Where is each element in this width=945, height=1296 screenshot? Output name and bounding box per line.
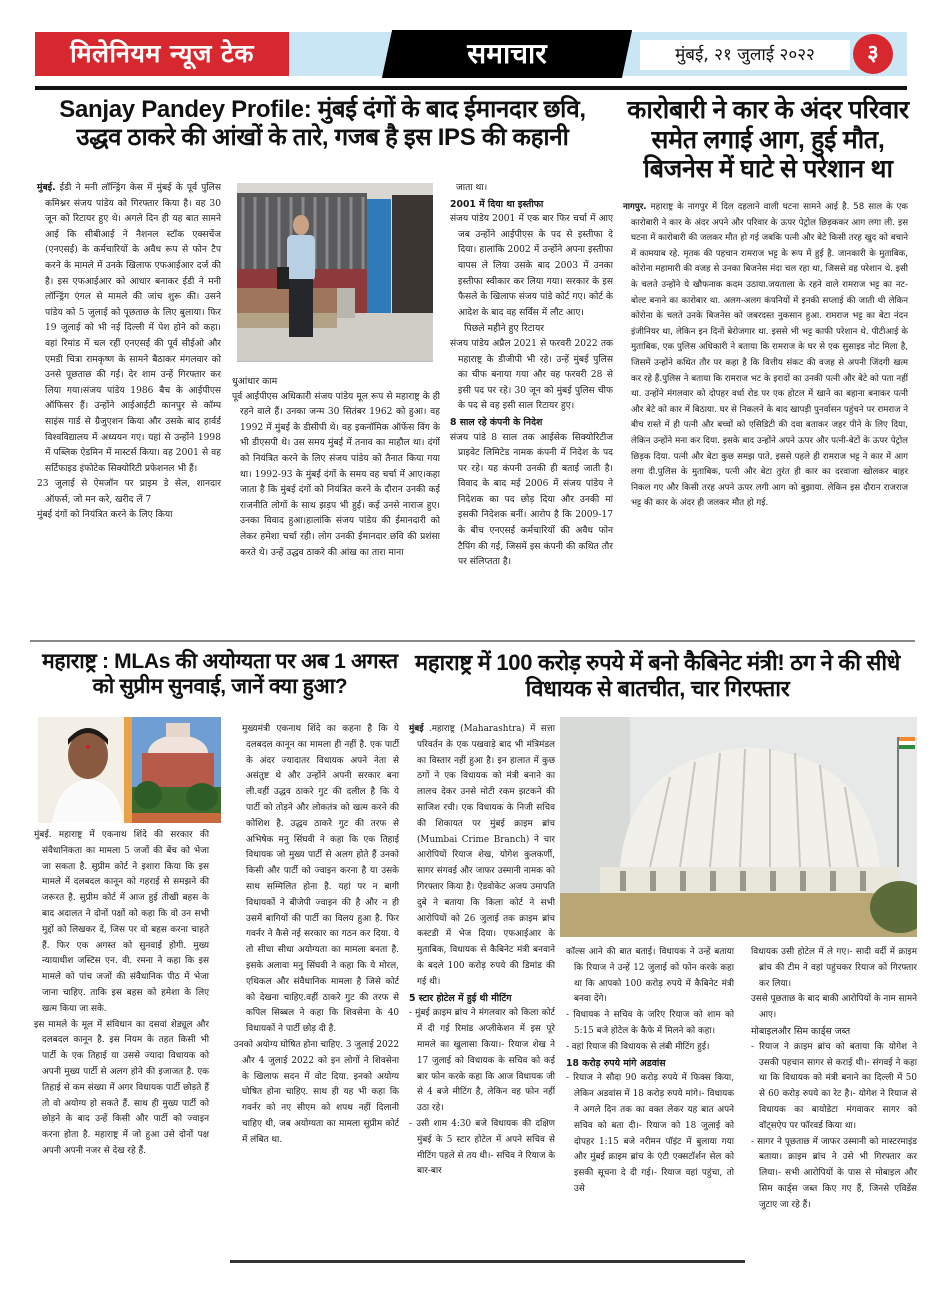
- article-headline-nagpur-fire: कारोबारी ने कार के अंदर परिवार समेत लगाई आग, हुई मौत, बिजनेस में घाटे से परेशान था: [627, 96, 909, 183]
- article1-subhead: 8 साल रहे कंपनी के निदेश: [450, 416, 543, 428]
- photo-vidhan-bhavan: [560, 717, 917, 937]
- article1-subhead: धुआंधार काम: [232, 376, 278, 387]
- masthead-rule: [35, 86, 907, 90]
- article4-subhead: 5 स्टार होटेल में हुई थी मीटिंग: [409, 992, 512, 1004]
- article4-paragraph: कॉल्स आने की बात बताई। विधायक ने उन्हें बताया कि रियाज ने उन्हें 12 जुलाई को फोन करके कहा था कि आपको 100 करोड़ रुपये में कैबिनेट मंत्री बनवा देंगे।: [566, 947, 734, 1005]
- article3-column-1: [34, 828, 209, 1160]
- article1-paragraph: संजय पांडेय अप्रैल 2021 से फरवरी 2022 तक महाराष्ट्र के डीजीपी भी रहे। उन्हें मुंबई पुलिस का चीफ बनाया गया और वह फरवरी 28 से इसी पद पर रहे। 30 जून को मुंबई पुलिस चीफ के पद से वह इसी साल रिटायर हुए।: [450, 338, 613, 412]
- publication-name: मिलेनियम न्यूज टेक: [35, 32, 289, 76]
- article2-paragraph: नागपुर. महाराष्ट्र के नागपुर में दिल दहलाने वाली घटना सामने आई है. 58 साल के एक कारोबारी ने कार के अंदर अपने और परिवार के ऊपर पेट्रोल छिड़ककर आग लगा ली. इस घटना में कारोबारी की जलकर मौत हो गई जबकि पत्नी और बेटे किसी तरह खुद को बचाने में कामयाब रहे. मृतक की पहचान रामराज भट्ट के रूप में हुई है. जानकारी के मुताबिक, कोरोना महामारी की वजह से उनका बिजनेस मंदा चल रहा था, जिससे वह परेशान थे. इसी के चलते उन्होंने ये खौफनाक कदम उठाया.जयताला के रहने वाले रामराज भट्ट का नट-बोल्ट बनाने का कारोबार था. अलग-अलग कंपनियों में इनकी सप्लाई की जाती थी लेकिन कोरोना के चलते उनके बिजनेस को जबरदस्त नुकसान हुआ. रामराज भट्ट का बेटा नंदन इंजीनियर था, लेकिन इन दिनों बेरोजगार था. इससे भी भट्ट काफी परेशान थे. पीटीआई के मुताबिक, एक पुलिस अधिकारी ने बताया कि रामराज के घर से एक सुसाइड नोट मिला है, जिसमें उन्होंने कथित तौर पर कहा है कि वित्तीय संकट की वजह से अपनी जिंदगी खत्म कर रहे हैं.पुलिस ने बताया कि रामराज भट के इरादों का उनकी पत्नी और बेटे को पता नहीं था. उन्होंने मंगलवार को दोपहर वर्धा रोड पर एक होटल में खाने का बहाना बनाकर पत्नी और बेटे को कार में बिठाया. घर से निकलने के बाद खापड़ी पुनर्वासन पहुंचने पर रामराज ने बीच रास्ते में ही पत्नी और बच्चों को एसिडिटी की दवा बताकर जहर पीने के लिए दिया, लेकिन उन्होंने मना कर दिया. इसके बाद उन्होंने अपने ऊपर और पत्नी-बेटों के ऊपर पेट्रोल छिड़क दिया. पत्नी और बेटा कुछ समझ पाते, इससे पहले ही रामराज भट्ट ने कार में आग लगा दी.पुलिस के मुताबिक, पत्नी और बेटा तुरंत ही कार का दरवाजा खोलकर बाहर निकल गए और किसी तरह अपने ऊपर लगी आग को बुझाया. लेकिन इस दौरान राजराज भट्ट की कार के अंदर ही जलकर मौत हो गई.: [623, 202, 909, 509]
- dateline-lead: नागपुर.: [623, 202, 647, 212]
- article1-paragraph: मुंबई. ईडी ने मनी लॉन्ड्रिंग केस में मुंबई के पूर्व पुलिस कमिश्नर संजय पांडेय को गिरफ्तार किया है। वह 30 जून को रिटायर हुए थे। अगले दिन ही यह बात सामने आई कि सीबीआई ने नैशनल स्टॉक एक्सचेंज (एनएसई) के कर्मचारियों के अवैध रूप से फोन टैप करने के मामले में उनके खिलाफ एफआईआर दर्ज की है। इस एफआईआर को आधार बनाकर ईडी ने मनी लॉन्ड्रिंग एंगल से मामले की जांच शुरू की। उसने पांडेय को 5 जुलाई को पूछताछ के लिए बुलाया। फिर 19 जुलाई को भी नई दिल्ली में पेश होने को कहा। वहां रिमांड में चल रहीं एनएसई की पूर्व सीईओ और एमडी चित्रा रामकृष्ण के सामने बैठाकर मंगलवार को उनसे पूछताछ की गई। देर शाम उन्हें गिरफ्तार कर लिया गया।संजय पांडेय 1986 बैच के आईपीएस ऑफिसर हैं। उन्होंने आईआईटी कानपुर से कॉम्प साइंस गार्ड से ग्रैजुएशन किया और उसके बाद हार्वर्ड विश्वविद्यालय में अध्ययन गए। यहां से उन्होंने 1998 में पब्लिक ऐडमिन में मास्टर्स किया। वह 2001 से वह सर्टिफाइड इंफोटेक सिक्योरिटी प्रफेशनल भी हैं।: [37, 183, 221, 474]
- article1-column-2: [232, 374, 440, 561]
- article4-subhead: मोबाइलऔर सिम कार्ड्स जब्त: [751, 1025, 851, 1037]
- photo-image: [38, 717, 221, 823]
- photo-image: [560, 717, 917, 937]
- article1-paragraph: जाता था।: [456, 183, 488, 193]
- article4-paragraph: उससे पूछताछ के बाद बाकी आरोपियों के नाम सामने आए।: [751, 994, 917, 1021]
- dateline: मुंबई, २१ जुलाई २०२२: [640, 40, 850, 70]
- photo-image: [237, 183, 433, 361]
- article3-column-2: [234, 722, 399, 1149]
- article1-related-link[interactable]: 23 जुलाई से ऐमजॉन पर प्राइम डे सेल, शानदार ऑफर्स, जो मन करे, खरीद लें 7: [37, 479, 221, 505]
- article4-bullet: - सागर ने पूछताछ में जाफर उस्मानी को मास्टरमाइंड बताया। क्राइम ब्रांच ने उसे भी गिरफ्तार कर लिया।- सभी आरोपियों के पास से मोबाइल और सिम कार्ड्स जब्त किए गए हैं, जिनसे एविडेंस जुटाए जा रहे हैं।: [751, 1136, 917, 1210]
- article4-paragraph: मुंबई .महाराष्ट्र (Maharashtra) में सत्ता परिवर्तन के एक पखवाड़े बाद भी मंत्रिमंडल का विस्तार नहीं हुआ है। इन हालात में कुछ ठगों ने एक विधायक को मंत्री बनाने का लालच देकर उनसे मोटी रकम झटकने की साजिश रची। एक विधायक के निजी सचिव की शिकायत पर मुंबई क्राइम ब्रांच (Mumbai Crime Branch) ने चार आरोपियों रियाज शेख, योगेश कुलकर्णी, सागर संगवई और जाफर उस्मानी नामक को गिरफ्तार किया है। ऐडवोकेट अजय उमापति दुबे ने बताया कि किला कोर्ट ने सभी आरोपियों को 26 जुलाई तक क्राइम ब्रांच कस्टडी में भेज दिया। एफआईआर के मुताबिक, विधायक से कैबिनेट मंत्री बनवाने के बदले 100 करोड़ रुपये की डिमांड की गई थी।: [409, 724, 555, 987]
- article4-bullet: - वहां रियाज की विधायक से लंबी मीटिंग हुई।: [566, 1041, 710, 1052]
- article1-subhead: पिछले महीने हुए रिटायर: [464, 323, 545, 335]
- article1-paragraph: पूर्व आईपीएस अधिकारी संजय पांडेय मूल रूप से महाराष्ट्र के ही रहने वाले हैं। उनका जन्म 30 सितंबर 1962 को हुआ। वह 1992 में मुंबई के डीसीपी थे। वह इकनॉमिक ऑफेंस विंग के भी डीएसपी थे। उस समय मुंबई में तनाव का माहौल था। दंगों को नियंत्रित करने के लिए संजय पांडेय को तैनात किया गया था। 1992-93 के मुंबई दंगों के समय वह चर्चा में आए।कहा जाता है कि मुंबई दंगों को नियंत्रित करने के दौरान उनकी कई राजनीति लोगों के साथ झड़प भी हुई। कई उनसे नाराज हुए। उनका विवाद हुआ।हालांकि संजय पांडेय की ईमानदारी को लेकर हमेशा चर्चा रही। लोग उनकी ईमानदार छवि की प्रशंसा करते थे। उन्हें उद्धव ठाकरे की आंख का तारा माना: [232, 391, 440, 558]
- article3-paragraph: उनको अयोग्य घोषित होना चाहिए. 3 जुलाई 2022 और 4 जुलाई 2022 को इन लोगों ने शिवसेना के खिलाफ सदन में वोट दिया. इनको अयोग्य घोषित होना चाहिए. साथ ही यह भी कहा कि गवर्नर को नए सीएम को शपथ नहीं दिलानी चाहिए थी, जब अयोग्यता का मामला सुप्रीम कोर्ट में लंबित था.: [234, 1039, 399, 1145]
- article3-paragraph: इस मामले के मूल में संविधान का दसवां शेड्यूल और दलबदल कानून है. इस नियम के तहत किसी भी पार्टी के एक तिहाई या उससे ज्यादा विधायक को अपनी मुख्य पार्टी से अलग होने की इजाजत है. एक तिहाई से कम संख्या में अगर विधायक पार्टी छोड़ते हैं तो वो अयोग्य हो सकते हैं. साथ ही मुख्य पार्टी को छोड़ने के बाद उन्हें किसी और पार्टी को ज्वाइन करना होता है. महाराष्ट्र में जो हुआ उसे दोनों पक्ष अपनी अपनी नजर से देख रहे हैं.: [34, 1019, 209, 1156]
- article4-bullet: - रियाज ने सौदा 90 करोड़ रुपये में फिक्स किया, लेकिन अडवांस में 18 करोड़ रुपये मांगे।- विधायक ने अगले दिन तक का वक्त लेकर यह बात अपने सचिव को बता दी।- रियाज को 18 जुलाई को दोपहर 1:15 बजे नरीमन पॉइंट में बुलाया गया और मुंबई क्राइम ब्रांच के एंटी एक्सटॉर्शन सेल को इसकी सूचना दे दी गई।- रियाज वहां पहुंचा, तो उसे: [566, 1073, 734, 1194]
- article-headline-cabinet-minister-scam: महाराष्ट्र में 100 करोड़ रुपये में बनो कैबिनेट मंत्री! ठग ने की सीधे विधायक से बातचीत, चार गिरफ्तार: [415, 650, 900, 701]
- article3-paragraph: मुख्यमंत्री एकनाथ शिंदे का कहना है कि ये दलबदल कानून का मामला ही नहीं है. एक पार्टी के अंदर ज्यादातर विधायक अपने नेता से असंतुष्ट थे और उन्होंने अपनी सरकार बना ली.वहीं उद्धव ठाकरे गुट की दलील है कि ये पार्टी को तोड़ने और लोकतंत्र को खत्म करने की कोशिश है. उद्धव ठाकरे गुट की तरफ से अभिषेक मनु सिंघवी ने कहा कि एक तिहाई विधायक जो मुख्य पार्टी से अलग होते हैं उनको किसी और पार्टी को ज्वाइन करना है या उसके साथ सम्मिलित होना है. यहां पर न बागी विधायकों ने बीजेपी ज्वाइन की है और न ही उसमें बागियों की पार्टी का विलय हुआ है. फिर गवर्नर ने कैसे नई सरकार का गठन कर दिया. ये तो सीधा सीधा अयोग्यता का मामला बनता है. इसके अलावा मनु सिंघवी ने कहा कि ये मोरल, एथिकल और संवैधानिक मामला है जिसे कोर्ट को देखना चाहिए.वहीं ठाकरे गुट की तरफ से कपिल सिब्बल ने कहा कि शिवसेना के 40 विधायकों ने पार्टी छोड़ दी है.: [242, 724, 399, 1035]
- article4-column-2: [566, 945, 734, 1198]
- photo-shinde-supreme-court: [38, 717, 221, 823]
- article1-paragraph: संजय पांडे 8 साल तक आईसेक सिक्योरिटीज प्राइवेट लिमिटेड नामक कंपनी में निदेश के पद पर रहे। यह कंपनी उनकी ही बताई जाती है। विवाद के बाद मई 2006 में संजय पांडेय ने निदेशक का पद छोड़ दिया और उनकी मां इसकी निदेशक बनीं। आरोप है कि 2009-17 के बीच एनएसई कर्मचारियों की अवैध फोन टैपिंग की गई, जिसमें इस कंपनी की कथित तौर पर संलिप्तता है।: [450, 432, 613, 568]
- article4-column-1: [409, 722, 555, 1180]
- article1-column-1: [37, 181, 221, 524]
- article4-paragraph: विधायक उसी होटेल में ले गए।- सादी वर्दी में क्राइम ब्रांच की टीम ने वहां पहुंचकर रियाज को गिरफ्तार कर लिया।: [751, 947, 917, 989]
- section-divider: [30, 640, 915, 642]
- article4-bullet: - रियाज ने क्राइम ब्रांच को बताया कि योगेश ने उसकी पहचान सागर से कराई थी।- संगवई ने कहा था कि विधायक को मंत्री बनाने का दिल्ली में 50 से 60 करोड़ रुपये का रेट है।- योगेश ने रियाज से विधायक का बायोडेटा मंगवाकर सागर को वॉट्सऐप पर फॉरवर्ड किया था।: [751, 1041, 917, 1131]
- masthead: [35, 32, 907, 76]
- dateline-lead: मुंबई: [409, 724, 424, 734]
- article4-subhead: 18 करोड़ रुपये मांगे अडवांस: [566, 1057, 666, 1069]
- article1-column-3: [450, 181, 613, 571]
- article1-subhead: 2001 में दिया था इस्तीफा: [450, 198, 544, 210]
- bottom-rule: [230, 1260, 745, 1263]
- article-headline-sanjay-pandey: Sanjay Pandey Profile: मुंबई दंगों के बाद ईमानदार छवि, उद्धव ठाकरे की आंखों के तारे, गजब है इस IPS की कहानी: [59, 96, 586, 152]
- article4-column-3: [751, 945, 917, 1214]
- article3-paragraph: मुंबई. महाराष्ट्र में एकनाथ शिंदे की सरकार की संवैधानिकता का मामला 5 जजों की बेंच को भेजा जा सकता है. सुप्रीम कोर्ट ने इशारा किया कि इस मामले में दलबदल कानून को गहराई से समझने की जरूरत है. सुप्रीम कोर्ट में आज हुई तीखी बहस के बाद अदालत ने दोनों पक्षों को कहा कि वो उन सभी मुद्दों को लिखकर दें, जिस पर वो बहस करना चाहते हैं. फिर एक अगस्त को सुनवाई होगी. मुख्य न्यायाधीश जस्टिस एन. वी. रमना ने कहा कि इस मामले को पांच जजों की संवैधानिक पीठ में भेजा जाना चाहिए. ताकि इस बहस को हमेशा के लिए खत्म किया जा सके.: [34, 830, 209, 1014]
- article-headline-mla-disqualification: महाराष्ट्र : MLAs की अयोग्यता पर अब 1 अगस्त को सुप्रीम सुनवाई, जानें क्या हुआ?: [42, 650, 398, 698]
- article4-bullet: - मुंबई क्राइम ब्रांच ने मंगलवार को किला कोर्ट में दी गई रिमांड अप्लीकेशन में इस पूरे मामले का खुलासा किया।- रियाज शेख ने 17 जुलाई को विधायक के सचिव को कई बार फोन करके कहा कि आज विधायक जी से 4 बजे मीटिंग है, लेकिन वह फोन नहीं उठा रहे।: [409, 1008, 555, 1114]
- article1-paragraph: संजय पांडेय 2001 में एक बार फिर चर्चा में आए जब उन्होंने आईपीएस के पद से इस्तीफा दे दिया। हालांकि 2002 में उन्होंने अपना इस्तीफा वापस ले लिया उसके बाद 2003 में उनका इस्तीफा स्वीकार कर लिया गया। सरकार के इस फैसले के खिलाफ संजय पांडे कोर्ट गए। कोर्ट के आदेश के बाद वह सर्विस में लौट आए।: [450, 214, 613, 318]
- section-label: [382, 30, 632, 78]
- article2-body: [623, 200, 908, 512]
- section-label-text: समाचार: [467, 37, 547, 70]
- article4-bullet: - विधायक ने सचिव के जरिए रियाज को शाम को 5:15 बजे होटेल के कैफे में मिलने को कहा।: [566, 1010, 734, 1036]
- article1-paragraph: मुंबई दंगों को नियंत्रित करने के लिए किया: [37, 510, 173, 521]
- photo-sanjay-pandey: [237, 183, 433, 361]
- dateline-lead: मुंबई.: [37, 183, 56, 193]
- page-number-badge: ३: [853, 34, 893, 74]
- photo-divider: [237, 361, 433, 362]
- article4-bullet: - उसी शाम 4:30 बजे विधायक की दक्षिण मुंबई के 5 स्टार होटेल में अपने सचिव से मीटिंग पहले से तय थी।- सचिव ने रियाज के बार-बार: [409, 1118, 555, 1177]
